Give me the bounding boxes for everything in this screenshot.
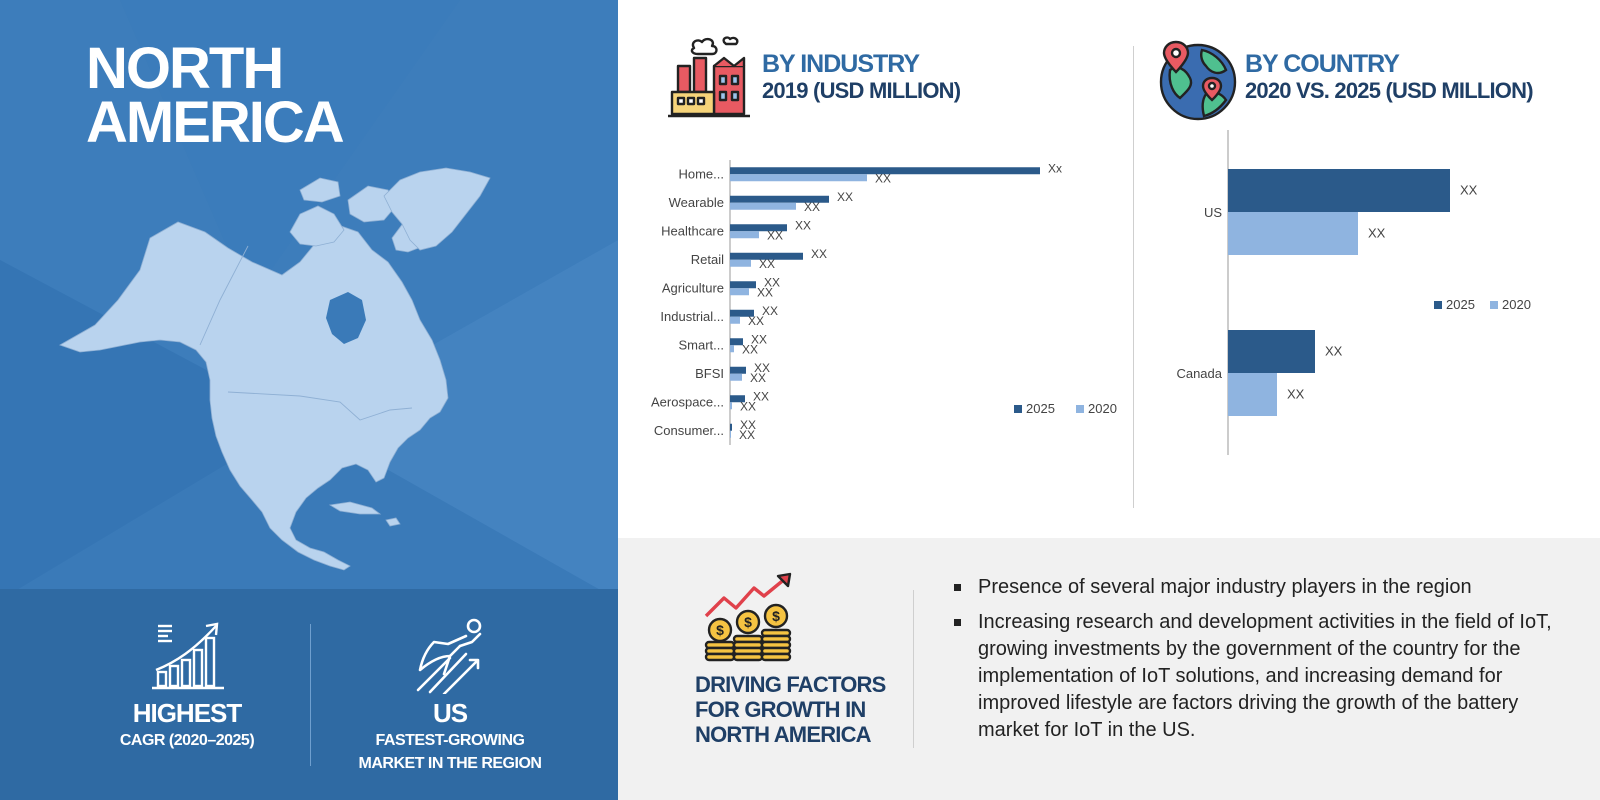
driving-factor-text: Increasing research and development activities in the field of IoT, growing investments by the government of the country for the implementation of IoT solutions, and increasing demand for improved lifestyle are factors driving the growth of the battery market for IoT in the US.	[978, 611, 1552, 741]
industry-legend-swatch	[1014, 405, 1022, 413]
stat-market-region: MARKET IN THE REGION	[358, 755, 542, 772]
industry-category-label: Agriculture	[661, 280, 724, 296]
industry-data-label: XX	[740, 399, 757, 414]
industry-title: BY INDUSTRY	[762, 50, 920, 78]
industry-data-label: XX	[748, 313, 765, 328]
industry-category-label: Industrial...	[660, 308, 724, 324]
country-data-label: XX	[1287, 386, 1305, 402]
industry-category-label: Home...	[678, 166, 724, 182]
industry-bar-2025	[730, 424, 732, 431]
industry-data-label: XX	[804, 199, 821, 214]
highest-cagr-stat	[37, 698, 337, 752]
industry-data-label: XX	[759, 256, 776, 271]
industry-legend-swatch	[1076, 405, 1084, 413]
industry-category-label: Healthcare	[661, 223, 724, 239]
driving-factors-list	[950, 574, 1560, 752]
industry-category-label: BFSI	[695, 365, 724, 381]
region-panel	[0, 0, 618, 800]
industry-bar-2020	[730, 231, 759, 238]
svg-text:$: $	[744, 614, 752, 630]
country-bar-2025	[1228, 169, 1450, 212]
industry-data-label: Xx	[1048, 161, 1063, 176]
industry-category-label: Aerospace...	[651, 394, 724, 410]
driving-title-line2: FOR GROWTH IN	[695, 697, 866, 722]
region-title-line1: NORTH	[86, 36, 283, 101]
country-bar-2025	[1228, 330, 1315, 373]
money-growth-icon	[702, 572, 798, 664]
driving-factor-item	[950, 574, 1560, 601]
industry-header	[762, 50, 960, 104]
industry-bar-2020	[730, 288, 749, 295]
industry-data-label: XX	[795, 218, 812, 233]
industry-bar-2020	[730, 174, 867, 181]
industry-bar-2020	[730, 345, 734, 352]
section-divider	[1133, 46, 1134, 508]
bullet-square-icon	[954, 584, 961, 591]
stat-fastest-growing: FASTEST-GROWING	[375, 732, 525, 749]
country-category-label: US	[1203, 205, 1222, 220]
driving-factors-title	[695, 672, 886, 747]
country-legend-swatch	[1490, 301, 1498, 309]
industry-bar-2020	[730, 374, 742, 381]
industry-bar-2020	[730, 317, 740, 324]
country-header	[1245, 50, 1533, 104]
driving-factor-item	[950, 609, 1560, 744]
industry-data-label: XX	[762, 303, 779, 318]
industry-subtitle: 2019 (USD MILLION)	[762, 78, 961, 103]
industry-data-label: XX	[754, 360, 771, 375]
industry-category-label: Smart...	[678, 337, 724, 353]
country-bar-2020	[1228, 373, 1277, 416]
country-data-label: XX	[1460, 182, 1478, 198]
industry-bar-2025	[730, 367, 746, 374]
country-subtitle: 2020 VS. 2025 (USD MILLION)	[1245, 78, 1533, 103]
industry-bar-chart	[640, 150, 1130, 460]
country-bar-2020	[1228, 212, 1358, 255]
industry-bar-2020	[730, 260, 751, 267]
stat-highest: HIGHEST	[132, 698, 242, 728]
fastest-growing-stat	[300, 698, 600, 775]
industry-data-label: XX	[751, 332, 768, 347]
country-title: BY COUNTRY	[1245, 50, 1399, 78]
driving-factor-text: Presence of several major industry players in the region	[978, 576, 1472, 598]
industry-bar-2020	[730, 203, 796, 210]
industry-bar-2020	[730, 402, 732, 409]
country-legend-label: 2020	[1502, 297, 1531, 312]
country-legend-swatch	[1434, 301, 1442, 309]
industry-category-label: Wearable	[668, 194, 724, 210]
country-legend-label: 2025	[1446, 297, 1475, 312]
bullet-square-icon	[954, 619, 961, 626]
country-data-label: XX	[1325, 343, 1343, 359]
driving-title-line1: DRIVING FACTORS	[695, 672, 886, 697]
driving-factors-divider	[913, 590, 914, 748]
industry-data-label: XX	[742, 342, 759, 357]
industry-data-label: XX	[811, 246, 828, 261]
industry-data-label: XX	[767, 228, 784, 243]
industry-data-label: XX	[739, 427, 756, 442]
growth-chart-icon	[150, 620, 230, 692]
svg-text:$: $	[772, 608, 780, 624]
industry-data-label: XX	[753, 389, 770, 404]
industry-category-label: Retail	[690, 251, 724, 267]
industry-legend-label: 2020	[1088, 401, 1117, 416]
industry-data-label: XX	[837, 189, 854, 204]
region-title-line2: AMERICA	[86, 90, 343, 155]
globe-pin-icon	[1156, 36, 1240, 122]
industry-bar-2025	[730, 281, 756, 288]
country-data-label: XX	[1368, 225, 1386, 241]
stat-cagr-period: CAGR (2020–2025)	[119, 732, 255, 749]
industry-data-label: XX	[875, 171, 892, 186]
stat-us: US	[432, 698, 468, 728]
superhero-icon	[414, 614, 490, 694]
driving-title-line3: NORTH AMERICA	[695, 722, 871, 747]
industry-data-label: XX	[757, 285, 774, 300]
industry-legend-label: 2025	[1026, 401, 1055, 416]
country-category-label: Canada	[1176, 366, 1222, 381]
svg-text:$: $	[716, 622, 724, 638]
factory-icon	[668, 36, 752, 120]
industry-data-label: XX	[750, 370, 767, 385]
industry-data-label: XX	[740, 417, 757, 432]
industry-data-label: XX	[764, 275, 781, 290]
industry-bar-2020	[730, 431, 731, 438]
industry-category-label: Consumer...	[653, 422, 724, 438]
country-bar-chart	[1150, 130, 1590, 460]
north-america-map	[0, 0, 618, 589]
